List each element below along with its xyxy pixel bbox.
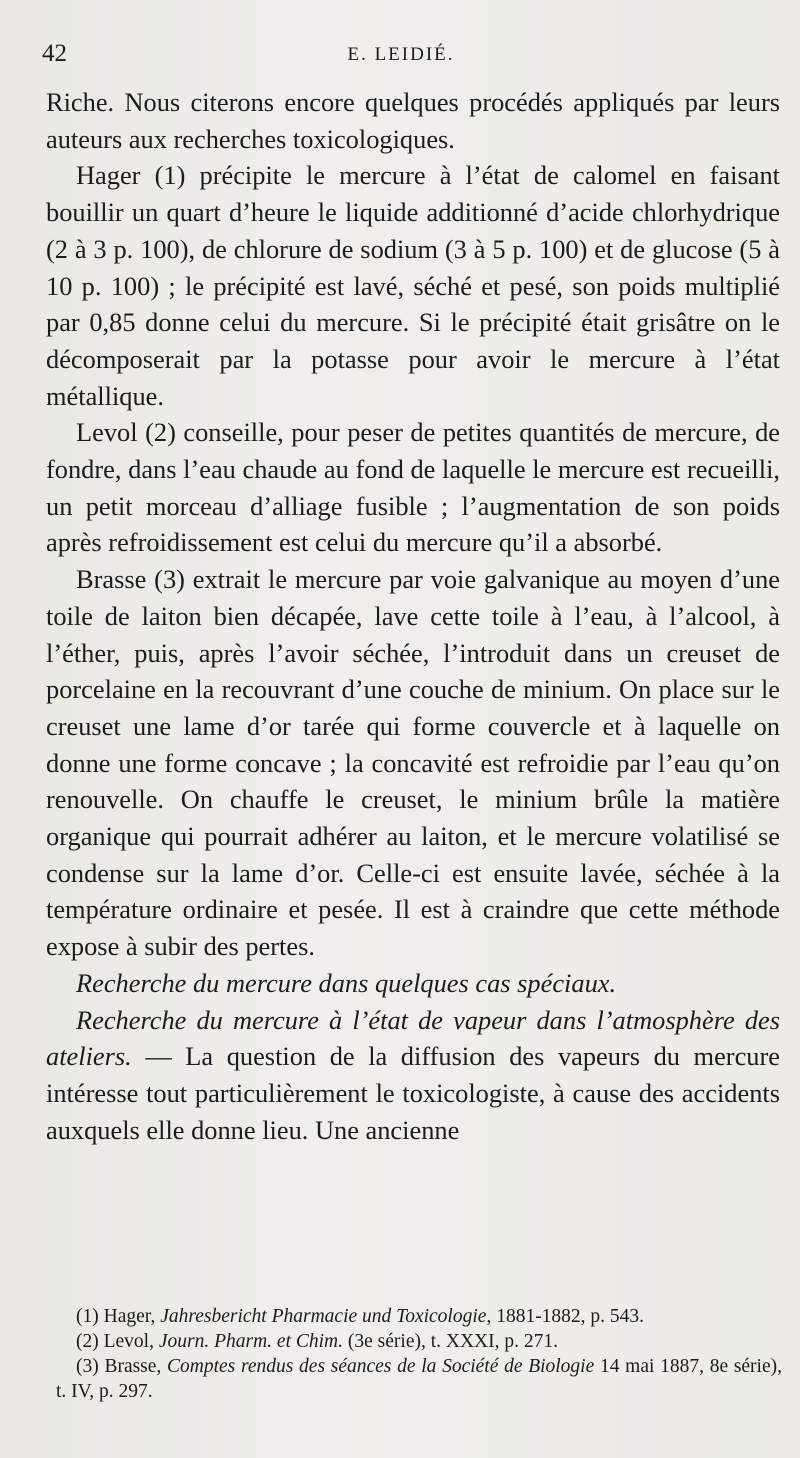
running-head: E. LEIDIÉ. [347, 44, 455, 65]
footnotes [56, 1304, 782, 1404]
footnote-1: (1) Hager, Jahresbericht Pharmacie und Toxicologie, 1881-1882, p. 543. [76, 1306, 645, 1327]
section-heading-text: Recherche du mercure dans quelques cas spéciaux. [76, 967, 617, 998]
body-text [46, 84, 780, 1148]
paragraph-hager: Hager (1) précipite le mercure à l’état de calomel en faisant bouillir un quart d’heure le liquide additionné d’acide chlorhydrique (2 à 3 p. 100), de chlorure de sodium (3 à 5 p. 100) et de glucose (5 à 10 p. 100) ; le précipité est lavé, séché et pesé, son poids multiplié par 0,85 donne celui du mercure. Si le précipité était grisâtre on le décomposerait par la potasse pour avoir le mercure à l’état métallique. [46, 160, 780, 411]
paragraph-1: Riche. Nous citerons encore quelques procédés appliqués par leurs auteurs aux recherches toxicologiques. [46, 87, 780, 154]
footnote-3: (3) Brasse, Comptes rendus des séances de la Société de Biologie 14 mai 1887, 8e série), t. IV, p. 297. [56, 1356, 782, 1402]
section-heading [46, 965, 780, 1002]
paragraph-vapeur [46, 1002, 780, 1149]
footnote-2: (2) Levol, Journ. Pharm. et Chim. (3e série), t. XXXI, p. 271. [76, 1331, 559, 1352]
paragraph-levol: Levol (2) conseille, pour peser de petites quantités de mercure, de fondre, dans l’eau chaude au fond de laquelle le mercure est recueilli, un petit morceau d’alliage fusible ; l’augmentation de son poids après refroidissement est celui du mercure qu’il a absorbé. [46, 417, 780, 558]
page-header [42, 40, 760, 76]
paragraph-vapeur-heading: Recherche du mercure à l’état de vapeur dans l’atmosphère des ateliers. [46, 1004, 780, 1072]
paragraph-brasse: Brasse (3) extrait le mercure par voie galvanique au moyen d’une toile de laiton bien décapée, lave cette toile à l’eau, à l’alcool, à l’éther, puis, après l’avoir séchée, l’introduit dans un creuset de porcelaine en la recouvrant d’une couche de minium. On place sur le creuset une lame d’or tarée qui forme couvercle et à laquelle on donne une forme concave ; la concavité est refroidie par l’eau qu’on renouvelle. On chauffe le creuset, le minium brûle la matière organique qui pourrait adhérer au laiton, et le mercure volatilisé se condense sur la lame d’or. Celle-ci est ensuite lavée, séchée à la température ordinaire et pesée. Il est à craindre que cette méthode expose à subir des pertes. [46, 564, 780, 962]
page-number: 42 [42, 40, 67, 67]
paragraph-vapeur-text: — La question de la diffusion des vapeurs du mercure intéresse tout particulièrement le toxicologiste, à cause des accidents auxquels elle donne lieu. Une ancienne [46, 1041, 780, 1145]
